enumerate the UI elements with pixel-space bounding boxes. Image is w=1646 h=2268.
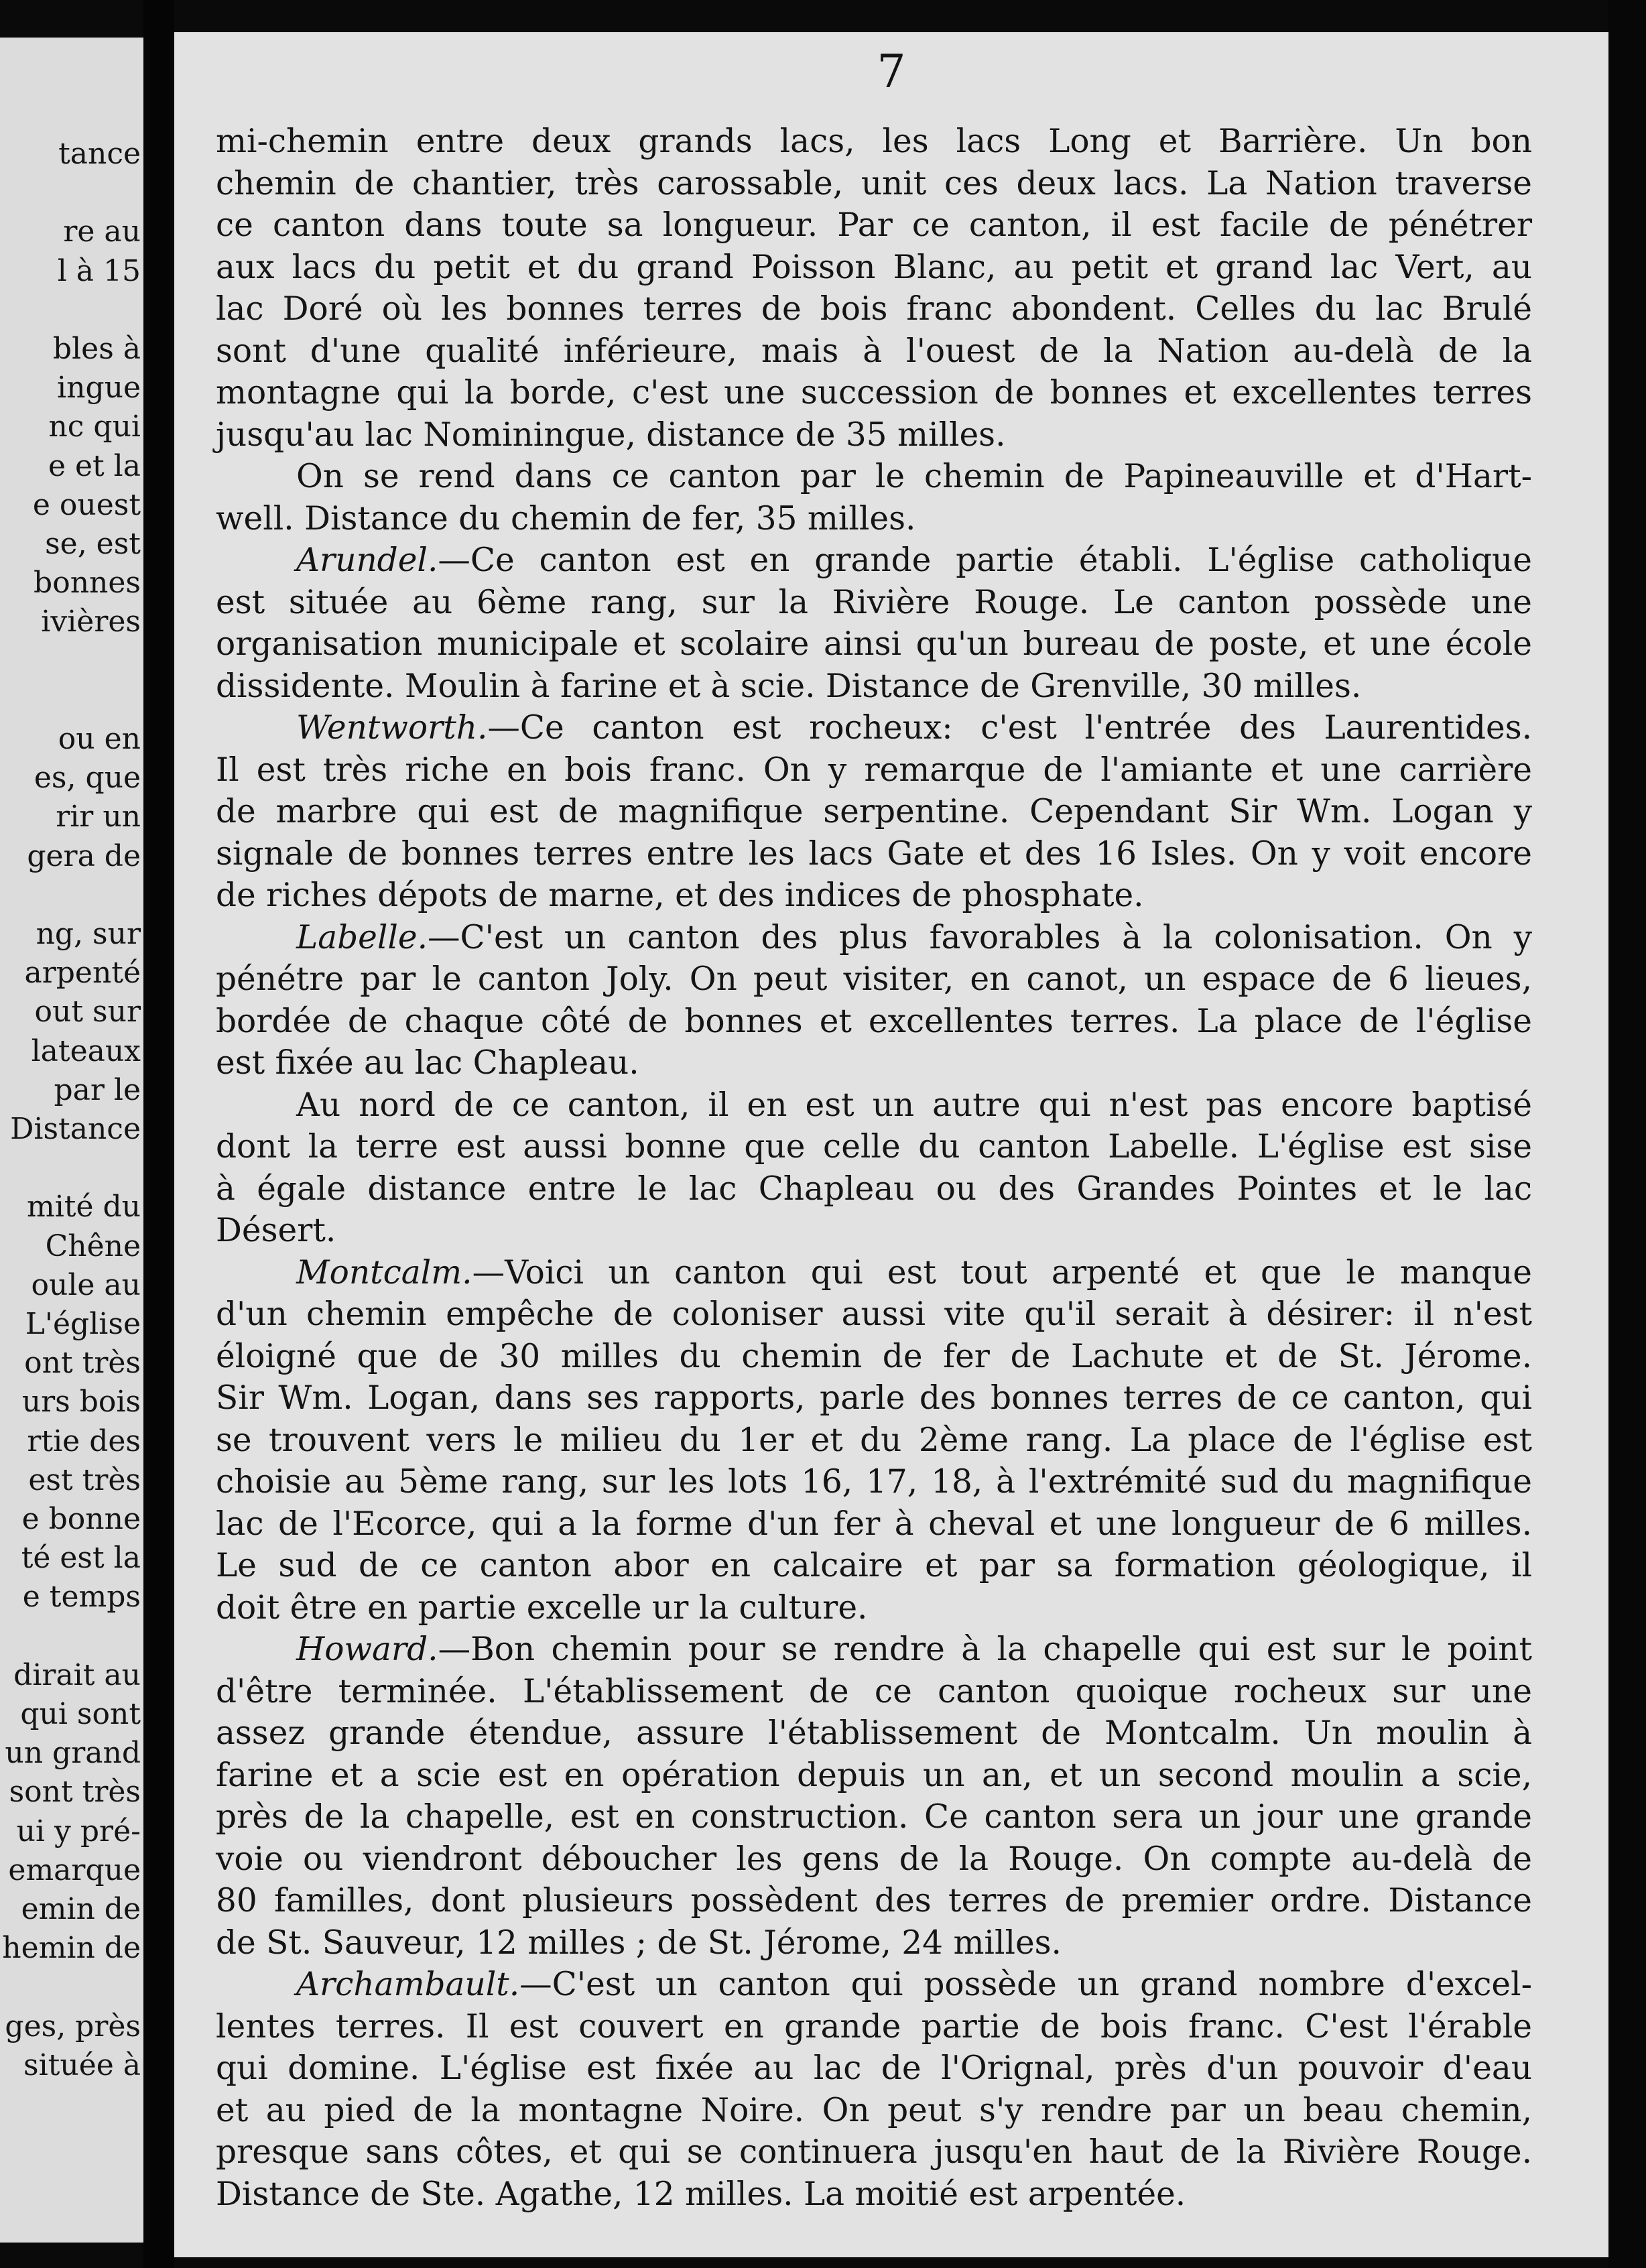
text-line [216,749,1532,792]
canton-name: Arundel. [296,542,438,579]
line-text: choisie au 5ème rang, sur les lots 16, 17, 18, à l'extrémité sud du magnifique [216,1463,1532,1501]
facing-page-fragment: emin de [21,1892,141,1926]
line-text: signale de bonnes terres entre les lacs Gate et des 16 Isles. On y voit encore [216,834,1532,873]
line-text: est fixée au lac Chapleau. [216,1044,639,1082]
section-start-line [216,1252,1532,1294]
line-text: bordée de chaque côté de bonnes et excellentes terres. La place de l'église [216,1002,1532,1040]
line-text: —C'est un canton qui possède un grand nombre d'excel- [519,1966,1532,2003]
text-line [216,2048,1532,2090]
line-text: mi-chemin entre deux grands lacs, les lacs Long et Barrière. Un bon [216,123,1532,160]
text-line [216,2090,1532,2132]
section-start-line [216,540,1532,582]
text-line [216,1377,1532,1420]
facing-page-fragment: ng, sur [36,917,141,951]
facing-page-fragment: lateaux [31,1033,141,1068]
text-line [216,623,1532,666]
text-line [216,1461,1532,1503]
line-text: à égale distance entre le lac Chapleau ou des Grandes Pointes et le lac [216,1170,1532,1208]
text-line [216,833,1532,875]
facing-page-fragment: un grand [5,1736,141,1771]
facing-page-fragment: sont très [9,1775,141,1810]
text-line [216,1838,1532,1881]
line-text: dissidente. Moulin à farine et à scie. Distance de Grenville, 30 milles. [216,667,1362,705]
text-line [216,1210,1532,1252]
line-text: assez grande étendue, assure l'établissement de Montcalm. Un moulin à [216,1714,1532,1752]
text-line [216,1755,1532,1797]
line-text: sont d'une qualité inférieure, mais à l'ouest de la Nation au-delà de la [216,332,1532,370]
facing-page-fragment: l à 15 [57,253,141,288]
text-line [216,2131,1532,2174]
facing-page-fragment: e temps [22,1580,141,1615]
facing-page-fragment: ivières [41,605,141,639]
text-line [216,1001,1532,1043]
facing-page-fragment: ges, près [5,2009,141,2043]
text-line [216,330,1532,373]
facing-page-fragment: qui sont [20,1697,141,1731]
facing-page-fragment: Chêne [45,1228,141,1263]
facing-page-fragment: oule au [31,1267,141,1302]
line-text: lentes terres. Il est couvert en grande partie de bois franc. C'est l'érable [216,2007,1532,2045]
text-line [216,1042,1532,1084]
facing-page-fragment: nc qui [48,410,141,444]
facing-page-fragment: urs bois [21,1385,141,1420]
text-line [216,1671,1532,1713]
text-line [216,1712,1532,1755]
facing-page-fragment: bonnes [34,566,141,601]
facing-page-fragment: hemin de [2,1931,141,1966]
facing-page-fragment: e bonne [21,1502,141,1536]
line-text: Le sud de ce canton abor en calcaire et par sa formation géologique, il [216,1547,1532,1584]
canton-name: Labelle. [296,918,428,956]
line-text: —Ce canton est en grande partie établi. L'église catholique [438,542,1532,579]
page-number: 7 [877,46,906,99]
text-line [216,121,1532,163]
text-line [216,1336,1532,1378]
line-text: Désert. [216,1212,336,1249]
facing-page-fragment: tance [58,137,141,171]
text-line [216,288,1532,330]
scan-border [1608,0,1646,2268]
facing-page-fragment: ingue [57,371,141,405]
facing-page-fragment: gera de [27,838,141,873]
facing-page-fragment: située à [23,2048,141,2082]
facing-page-fragment: est très [28,1462,141,1497]
line-text: farine et a scie est en opération depuis un an, et un second moulin a scie, [216,1756,1532,1794]
line-text: doit être en partie excelle ur la culture. [216,1588,868,1627]
body-text [216,121,1532,2215]
facing-page-fragment: es, que [34,761,141,796]
facing-page-fragment: emarque [8,1852,141,1887]
text-line [216,1503,1532,1546]
canton-name: Wentworth. [296,709,488,747]
line-text: et au pied de la montagne Noire. On peut s'y rendre par un beau chemin, [216,2091,1532,2129]
line-text: ce canton dans toute sa longueur. Par ce canton, il est facile de pénétrer [216,206,1532,244]
line-text: d'un chemin empêche de coloniser aussi vite qu'il serait à désirer: il n'est [216,1296,1532,1333]
line-text: aux lacs du petit et du grand Poisson Blanc, au petit et grand lac Vert, au [216,248,1532,286]
facing-page-fragment: ui y pré- [16,1814,141,1848]
line-text: de riches dépots de marne, et des indices de phosphate. [216,877,1144,914]
facing-page-fragment: arpenté [24,956,141,991]
text-line [216,2174,1532,2216]
line-text: lac Doré où les bonnes terres de bois franc abondent. Celles du lac Brulé [216,290,1532,328]
text-line [216,666,1532,708]
line-text: 80 familles, dont plusieurs possèdent des terres de premier ordre. Distance [216,1882,1532,1919]
line-text: voie ou viendront déboucher les gens de la Rouge. On compte au-delà de [216,1840,1532,1878]
text-line [216,1880,1532,1922]
line-text: chemin de chantier, très carossable, unit ces deux lacs. La Nation traverse [216,164,1532,202]
text-line [216,204,1532,247]
section-start-line [216,1629,1532,1671]
text-line [216,1587,1532,1629]
line-text: Sir Wm. Logan, dans ses rapports, parle des bonnes terres de ce canton, qui [216,1379,1532,1417]
text-line [216,582,1532,624]
facing-page-fragment: re au [63,214,141,249]
line-text: —Bon chemin pour se rendre à la chapelle qui est sur le point [438,1631,1532,1668]
line-text: organisation municipale et scolaire ainsi qu'un bureau de poste, et une école [216,625,1532,663]
text-line [216,875,1532,917]
text-line [216,498,1532,540]
line-text: presque sans côtes, et qui se continuera jusqu'en haut de la Rivière Rouge. [216,2133,1532,2171]
facing-page-fragment: Distance [10,1112,141,1146]
text-line [216,247,1532,289]
facing-page-fragment: dirait au [13,1657,141,1692]
text-line [216,163,1532,205]
text-line [216,1126,1532,1168]
text-line [216,791,1532,833]
line-text: Distance de Ste. Agathe, 12 milles. La moitié est arpentée. [216,2175,1186,2213]
line-text: —C'est un canton des plus favorables à la colonisation. On y [428,918,1532,956]
facing-page-fragment: e ouest [32,487,141,522]
facing-page-fragment: mité du [26,1190,141,1224]
line-text: éloigné que de 30 milles du chemin de fer de Lachute et de St. Jérome. [216,1337,1532,1375]
text-line [216,414,1532,456]
line-text: qui domine. L'église est fixée au lac de l'Orignal, près d'un pouvoir d'eau [216,2050,1532,2087]
line-text: montagne qui la borde, c'est une succession de bonnes et excellentes terres [216,374,1532,412]
facing-page-fragment: rir un [56,800,141,834]
line-text: de marbre qui est de magnifique serpentine. Cependant Sir Wm. Logan y [216,793,1532,830]
canton-name: Montcalm. [296,1253,472,1292]
line-text: On se rend dans ce canton par le chemin de Papineauville et d'Hart- [296,458,1532,495]
line-text: près de la chapelle, est en construction. Ce canton sera un jour une grande [216,1798,1532,1836]
facing-page-fragment: e et la [48,448,141,483]
facing-page-edge [0,38,143,2243]
text-line [216,372,1532,414]
line-text: d'être terminée. L'établissement de ce canton quoique rocheux sur une [216,1672,1532,1710]
text-line [216,1420,1532,1462]
line-text: jusqu'au lac Nominingue, distance de 35 milles. [216,416,1006,454]
text-line [216,456,1532,498]
line-text: Au nord de ce canton, il en est un autre qui n'est pas encore baptisé [296,1086,1532,1124]
facing-page-fragment: ou en [58,722,141,756]
line-text: well. Distance du chemin de fer, 35 milles. [216,499,916,538]
facing-page-fragment: ont très [24,1346,141,1381]
text-line [216,1922,1532,1964]
canton-name: Archambault. [296,1966,520,2003]
line-text: —Ce canton est rocheux: c'est l'entrée des Laurentides. [487,709,1532,747]
text-line [216,1168,1532,1210]
facing-page-fragment: bles à [52,332,141,366]
line-text: est située au 6ème rang, sur la Rivière Rouge. Le canton possède une [216,583,1532,621]
line-text: —Voici un canton qui est tout arpenté et que le manque [472,1253,1532,1292]
line-text: Il est très riche en bois franc. On y remarque de l'amiante et une carrière [216,751,1532,789]
facing-page-fragment: rtie des [27,1424,141,1458]
book-binding-gutter [143,0,174,2268]
line-text: se trouvent vers le milieu du 1er et du 2ème rang. La place de l'église est [216,1421,1532,1459]
text-line [216,1796,1532,1838]
text-line [216,1084,1532,1127]
facing-page-fragment: té est la [21,1541,141,1576]
canton-name: Howard. [296,1631,438,1668]
facing-page-fragment: L'église [25,1307,141,1341]
text-line [216,1545,1532,1587]
line-text: dont la terre est aussi bonne que celle du canton Labelle. L'église est sise [216,1128,1532,1166]
facing-page-fragment: se, est [45,527,141,561]
text-line [216,1294,1532,1336]
section-start-line [216,707,1532,749]
text-line [216,958,1532,1001]
section-start-line [216,917,1532,959]
line-text: de St. Sauveur, 12 milles ; de St. Jérome, 24 milles. [216,1924,1062,1962]
line-text: pénétre par le canton Joly. On peut visiter, en canot, un espace de 6 lieues, [216,960,1532,998]
line-text: lac de l'Ecorce, qui a la forme d'un fer à cheval et une longueur de 6 milles. [216,1505,1532,1543]
facing-page-fragment: out sur [34,995,141,1029]
text-line [216,2006,1532,2048]
book-page [174,32,1608,2257]
section-start-line [216,1964,1532,2006]
facing-page-fragment: par le [54,1072,141,1107]
